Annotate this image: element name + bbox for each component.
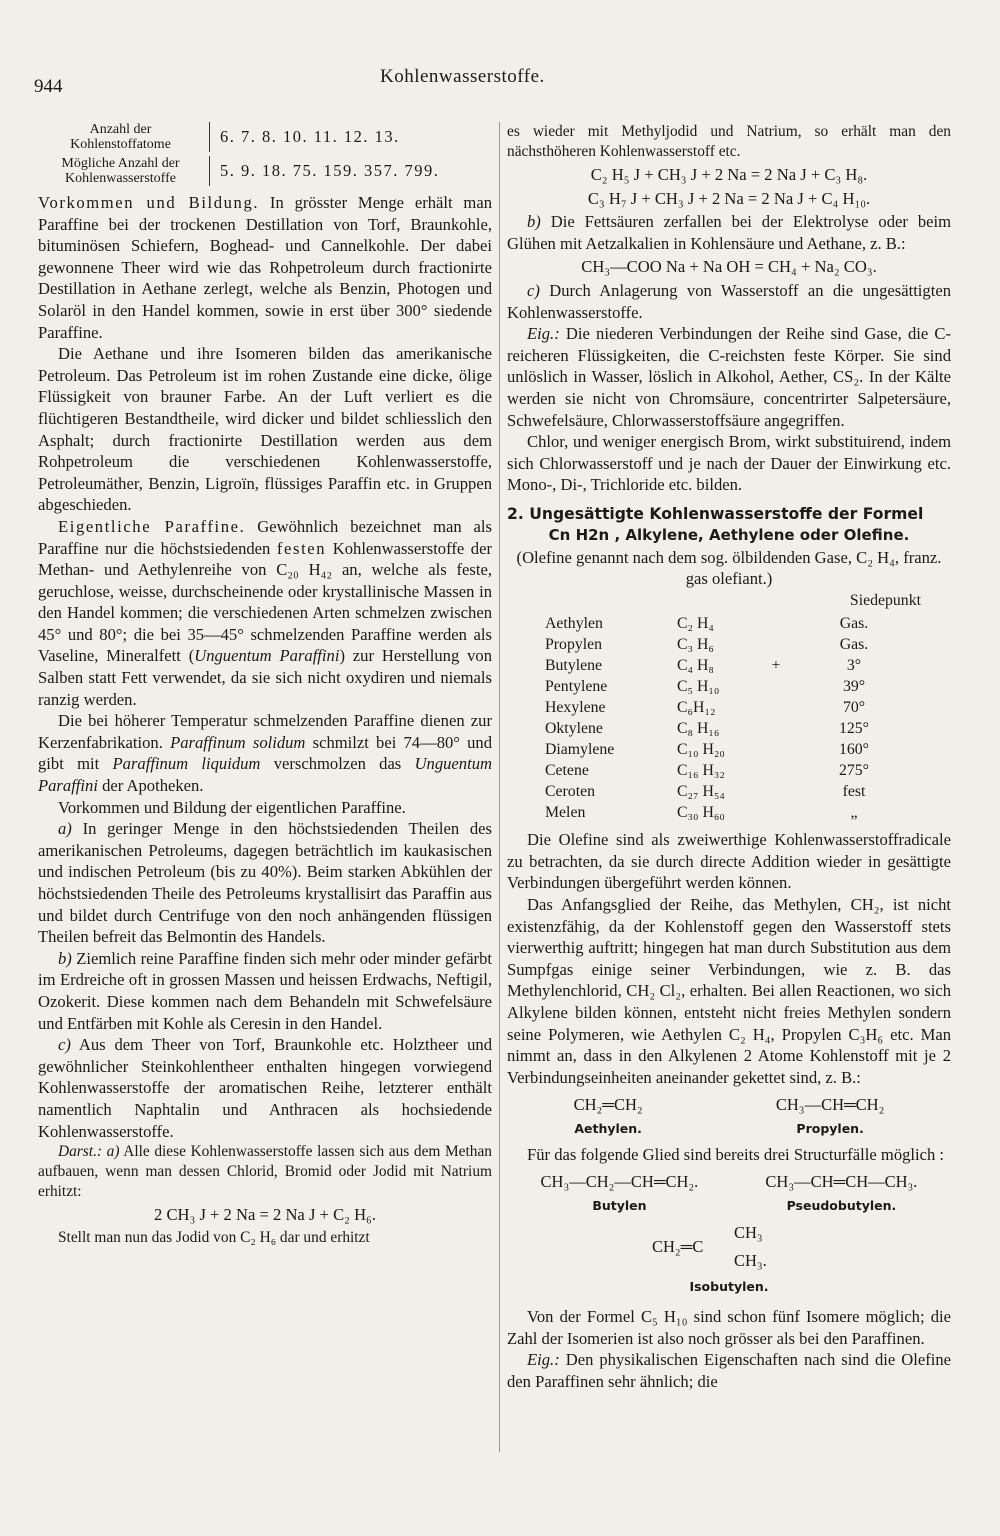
structure-name: Propylen. bbox=[796, 1121, 864, 1136]
structure-row bbox=[507, 1094, 951, 1139]
olefine-mark bbox=[761, 634, 799, 655]
boiling-point: 3° bbox=[846, 657, 862, 675]
olefine-mark bbox=[761, 676, 799, 697]
paragraph-heading: Vorkommen und Bildung. bbox=[38, 193, 260, 212]
paragraph-heading: Eigentliche Paraffine. bbox=[58, 516, 246, 536]
equation: CH₃—COO Na + Na OH = CH₄ + Na₂ CO₃. bbox=[581, 257, 877, 277]
olefine-table bbox=[545, 613, 917, 823]
paragraph-eigenschaften-olefine bbox=[507, 1349, 951, 1392]
isomer-count-table bbox=[38, 122, 492, 186]
count-values: 6. 7. 8. 10. 11. 12. 13. bbox=[220, 127, 400, 147]
boiling-point: fest bbox=[842, 783, 866, 801]
olefine-formula: C₃ H₆ bbox=[677, 636, 714, 654]
paragraph-text: Die bei höherer Temperatur schmelzenden Paraffine dienen zur Kerzenfabrikation. bbox=[38, 711, 492, 752]
structure-aethylen bbox=[574, 1094, 643, 1139]
olefine-mark: + bbox=[771, 657, 781, 675]
olefine-row bbox=[545, 739, 917, 760]
paragraph-text: In geringer Menge in den höchstsiedenden Theilen des amerikanischen Petroleums, dagegen beträchtlich im kaukasischen und indischen Petroleum (bis zu 40%). Beim starken Abkühlen der höchstsiedenden Theile des Petroleums krystallisirt das Paraffin aus und bildet durch Centrifuge von den noch anhängenden flüssigen Theilen befreit das Belmontin des Handels. bbox=[38, 819, 492, 947]
running-head: Kohlenwasserstoffe. bbox=[380, 66, 545, 87]
paragraph-text: der Apotheken. bbox=[97, 776, 204, 796]
olefine-formula: C₃₀ H₆₀ bbox=[677, 804, 725, 822]
olefine-note: (Olefine genannt nach dem sog. ölbildenden Gase, C₂ H₄, franz. gas olefiant.) bbox=[516, 547, 942, 589]
olefine-mark bbox=[761, 697, 799, 718]
list-label: Darst.: a) bbox=[58, 1143, 120, 1161]
structure-formula: CH₃—CH═CH—CH₃. bbox=[765, 1172, 918, 1192]
list-label: Eig.: bbox=[527, 324, 560, 344]
olefine-row bbox=[545, 613, 917, 634]
paragraph-isomere: Von der Formel C₅ H₁₀ sind schon fünf Isomere möglich; die Zahl der Isomerien ist also noch grösser als bei den Paraffinen. bbox=[507, 1306, 951, 1348]
structure-formula: CH₃—CH₂—CH═CH₂. bbox=[540, 1172, 699, 1192]
paragraph-continues: Stellt man nun das Jodid von C₂ H₆ dar und erhitzt bbox=[58, 1228, 370, 1246]
equation: 2 CH₃ J + 2 Na = 2 Na J + C₂ H₆. bbox=[154, 1205, 376, 1225]
paragraph-structurfaelle: Für das folgende Glied sind bereits drei Structurfälle möglich : bbox=[527, 1144, 945, 1164]
count-label: Mögliche Anzahl der Kohlenwasserstoffe bbox=[38, 156, 210, 186]
structure-formula: CH₃—CH═CH₂ bbox=[775, 1095, 885, 1115]
structure-row bbox=[507, 1171, 951, 1216]
paragraph-bildung-heading: Vorkommen und Bildung der eigentlichen Paraffine. bbox=[58, 797, 406, 817]
paragraph-text: Gewöhnlich bezeichnet man als Paraffine nur die höchstsiedenden bbox=[38, 516, 492, 558]
list-label: b) bbox=[527, 212, 541, 232]
structure-formula: CH₂═CH₂ bbox=[573, 1095, 643, 1115]
latin-term: Unguentum Paraffini bbox=[38, 754, 492, 796]
structure-name: Butylen bbox=[592, 1197, 647, 1213]
olefine-name: Diamylene bbox=[545, 741, 615, 759]
right-column bbox=[507, 122, 951, 1392]
paragraph-methylen: Das Anfangsglied der Reihe, das Methylen, CH₂, ist nicht existenzfähig, da der Kohlenstoff gegen den Wasserstoff stets vierwerthig auftritt; hingegen hat man durch Substitution aus dem Sumpfgas einige seiner Verbindungen, wie z. B. das Methylenchlorid, CH₂ Cl₂, erhalten. Bei allen Reactionen, wo sich Alkylene bilden können, entsteht nicht freies Methylen sondern seine Polymeren, wie Aethylen C₂ H₄, Propylen C₃H₆ etc. Man nimmt an, dass in den Alkylenen 2 Atome Kohlenstoff mit je 2 Verbindungseinheiten aneinander gekettet sind, z. B.: bbox=[507, 895, 951, 1087]
latin-term: Paraffinum liquidum bbox=[112, 754, 261, 774]
olefine-name: Oktylene bbox=[545, 720, 603, 738]
paragraph-vorkommen bbox=[38, 192, 492, 343]
olefine-row bbox=[545, 802, 917, 823]
olefine-formula: C₁₆ H₃₂ bbox=[677, 762, 725, 780]
olefine-row bbox=[545, 760, 917, 781]
olefine-mark bbox=[761, 781, 799, 802]
olefine-mark bbox=[761, 760, 799, 781]
paragraph-b bbox=[507, 211, 951, 254]
paragraph-darstellung bbox=[38, 1142, 492, 1202]
latin-term: Unguentum Paraffini bbox=[194, 646, 340, 666]
paragraph-a bbox=[38, 818, 492, 948]
section-heading: 2. Ungesättigte Kohlenwasserstoffe der Formel bbox=[507, 504, 924, 523]
boiling-point: 160° bbox=[838, 741, 869, 759]
paragraph-text: verschmolzen das bbox=[260, 754, 415, 774]
olefine-name: Hexylene bbox=[545, 699, 606, 717]
column-rule bbox=[499, 122, 500, 1452]
olefine-name: Aethylen bbox=[545, 615, 603, 633]
structure-formula-top: CH₃ bbox=[734, 1223, 763, 1243]
olefine-name: Ceroten bbox=[545, 783, 596, 801]
olefine-row bbox=[545, 718, 917, 739]
olefine-row bbox=[545, 781, 917, 802]
boiling-point: Gas. bbox=[839, 615, 869, 633]
olefine-formula: C₁₀ H₂₀ bbox=[677, 741, 725, 759]
paragraph-text: In grösster Menge erhält man Paraffine bei der trockenen Destillation von Torf, Braunkohle, bituminösen Schiefern, Boghead- und Cannelkohle. Der dabei gewonnene Theer wird wie das Rohpetroleum durch fractionirte Destillation in Aethane zerlegt, welche als Benzin, Photogen und Solaröl in den Handel kommen, sowie in erst über 300° siedende Paraffine. bbox=[38, 193, 493, 342]
paragraph-text: Ziemlich reine Paraffine finden sich mehr oder minder gefärbt im Erdreiche oft in grossen Massen und heissen Erdwachs, Neftigil, Ozokerit. Diese kommen nach dem Behandeln mit Schwefelsäure und Entfärben mit Kohle als Ceresin in den Handel. bbox=[38, 948, 492, 1033]
olefine-row bbox=[545, 697, 917, 718]
structure-formula-bottom: CH₃. bbox=[734, 1251, 767, 1271]
olefine-formula: C₈ H₁₆ bbox=[677, 720, 720, 738]
equation: C₃ H₇ J + CH₃ J + 2 Na = 2 Na J + C₄ H₁₀. bbox=[587, 188, 871, 208]
olefine-mark bbox=[761, 802, 799, 823]
emphasis-text: festen bbox=[276, 538, 327, 558]
paragraph-text: Die niederen Verbindungen der Reihe sind Gase, die C-reicheren Flüssigkeiten, die C-reichsten feste Körper. Sie sind unlöslich in Wasser, löslich in Alkohol, Aether, CS₂. In der Kälte werden sie nicht von Chromsäure, concentrirter Salpetersäure, Schwefelsäure, Chlorwasserstoffsäure angegriffen. bbox=[507, 324, 951, 430]
paragraph-text: Den physikalischen Eigenschaften nach sind die Olefine den Paraffinen sehr ähnlich; die bbox=[507, 1350, 951, 1391]
equation: C₂ H₅ J + CH₃ J + 2 Na = 2 Na J + C₃ H₈. bbox=[590, 165, 868, 184]
olefine-mark bbox=[761, 613, 799, 634]
olefine-formula: C₂₇ H₅₄ bbox=[677, 783, 725, 801]
olefine-row bbox=[545, 634, 917, 655]
olefine-formula: C₂ H₄ bbox=[677, 615, 714, 633]
structure-propylen bbox=[776, 1094, 884, 1139]
olefine-row bbox=[545, 655, 917, 676]
structure-pseudobutylen bbox=[765, 1171, 917, 1216]
latin-term: Paraffinum solidum bbox=[170, 732, 306, 752]
olefine-name: Melen bbox=[545, 804, 586, 822]
section-subheading: Cn H2n , Alkylene, Aethylene oder Olefine. bbox=[548, 525, 910, 544]
paragraph-text: Die Fettsäuren zerfallen bei der Elektrolyse oder beim Glühen mit Aetzalkalien in Kohlensäure und Aethane, z. B.: bbox=[507, 212, 951, 253]
olefine-name: Cetene bbox=[545, 762, 589, 780]
boiling-point: 275° bbox=[838, 762, 869, 780]
list-label: b) bbox=[58, 948, 72, 968]
paragraph-c bbox=[507, 280, 951, 323]
olefine-formula: C₄ H₈ bbox=[677, 657, 714, 675]
count-values: 5. 9. 18. 75. 159. 357. 799. bbox=[220, 161, 440, 181]
paragraph-text: Kohlenwasserstoffe der Methan- und Aethylenreihe von C₂₀ H₄₂ an, welche als feste, geruchlose, weisse, durchscheinende oder krystallinische Massen in den Handel kommen; die verschiedenen Arten schmelzen zwischen 45° und 80°; die bei 35—45° schmelzenden Paraffine werden als Vaseline, Mineralfett ( bbox=[38, 538, 492, 666]
paragraph-text: schmilzt bei 74—80° und gibt mit bbox=[38, 732, 493, 774]
paragraph-eigentliche-paraffine bbox=[38, 516, 492, 710]
structure-name: Isobutylen. bbox=[689, 1279, 769, 1295]
paragraph-petroleum: Die Aethane und ihre Isomeren bilden das amerikanische Petroleum. Das Petroleum ist im rohen Zustande eine dicke, ölige Flüssigkeit von brauner Farbe. An der Luft verliert es die flüchtigeren Bestandtheile, wird dicker und bildet schliesslich den Asphalt; durch fractionirte Destillation werden aus dem Rohpetroleum die verschiedenen Kohlenwasserstoffe, Petroleumäther, Benzin, Ligroïn, flüssiges Paraffin etc. in Gruppen abgeschieden. bbox=[38, 344, 492, 515]
paragraph-kerzen bbox=[38, 710, 492, 796]
paragraph-text: Alle diese Kohlenwasserstoffe lassen sich aus dem Methan aufbauen, wenn man dessen Chlorid, Bromid oder Jodid mit Natrium erhitzt: bbox=[38, 1143, 492, 1201]
boiling-point: 39° bbox=[842, 678, 866, 696]
olefine-name: Butylene bbox=[545, 657, 603, 675]
paragraph-olefine: Die Olefine sind als zweiwerthige Kohlenwasserstoffradicale zu betrachten, da sie durch directe Addition wieder in gesättigte Verbindungen übergeführt werden können. bbox=[507, 830, 951, 893]
left-column bbox=[38, 122, 492, 1248]
olefine-row bbox=[545, 676, 917, 697]
boiling-point: 70° bbox=[842, 699, 866, 717]
list-label: a) bbox=[58, 819, 72, 839]
structure-name: Aethylen. bbox=[574, 1121, 642, 1136]
paragraph-b bbox=[38, 948, 492, 1034]
structure-formula-main: CH₂═C bbox=[652, 1237, 704, 1257]
paragraph-c bbox=[38, 1034, 492, 1142]
boiling-point: 125° bbox=[838, 720, 869, 738]
list-label: c) bbox=[58, 1035, 71, 1055]
list-label: c) bbox=[527, 280, 540, 300]
paragraph-chlor: Chlor, und weniger energisch Brom, wirkt substituirend, indem sich Chlorwasserstoff und je nach der Dauer der Einwirkung etc. Mono-, Di-, Trichloride etc. bilden. bbox=[507, 432, 951, 495]
boiling-point-header: Siedepunkt bbox=[849, 591, 921, 609]
olefine-name: Propylen bbox=[545, 636, 603, 654]
count-label: Anzahl der Kohlenstoffatome bbox=[38, 122, 210, 152]
olefine-formula: C₆H₁₂ bbox=[677, 699, 716, 717]
list-label: Eig.: bbox=[527, 1350, 560, 1370]
olefine-name: Pentylene bbox=[545, 678, 608, 696]
structure-isobutylen bbox=[634, 1222, 824, 1274]
paragraph-text: Durch Anlagerung von Wasserstoff an die ungesättigten Kohlenwasserstoffe. bbox=[507, 280, 951, 322]
paragraph-eigenschaften bbox=[507, 323, 951, 431]
boiling-point: Gas. bbox=[839, 636, 869, 654]
olefine-mark bbox=[761, 739, 799, 760]
paragraph-text: Aus dem Theer von Torf, Braunkohle etc. Holztheer und gewöhnlicher Steinkohlentheer enthalten hingegen vorwiegend Kohlenwasserstoffe der aromatischen Reihe, letzterer enthält namentlich Naphtalin und Anthracen als hochsiedende Kohlenwasserstoffe. bbox=[38, 1035, 492, 1141]
olefine-mark bbox=[761, 718, 799, 739]
paragraph-continued: es wieder mit Methyljodid und Natrium, so erhält man den nächsthöheren Kohlenwasserstoff etc. bbox=[507, 123, 951, 160]
olefine-formula: C₅ H₁₀ bbox=[677, 678, 720, 696]
structure-name: Pseudobutylen. bbox=[786, 1197, 897, 1213]
boiling-point: „ bbox=[850, 804, 858, 822]
page-number: 944 bbox=[34, 76, 63, 97]
structure-butylen bbox=[541, 1171, 699, 1216]
paragraph-text: ) zur Herstellung von Salben statt Fett verwendet, da sie sich nicht oxydiren und niemals ranzig werden. bbox=[38, 646, 492, 709]
